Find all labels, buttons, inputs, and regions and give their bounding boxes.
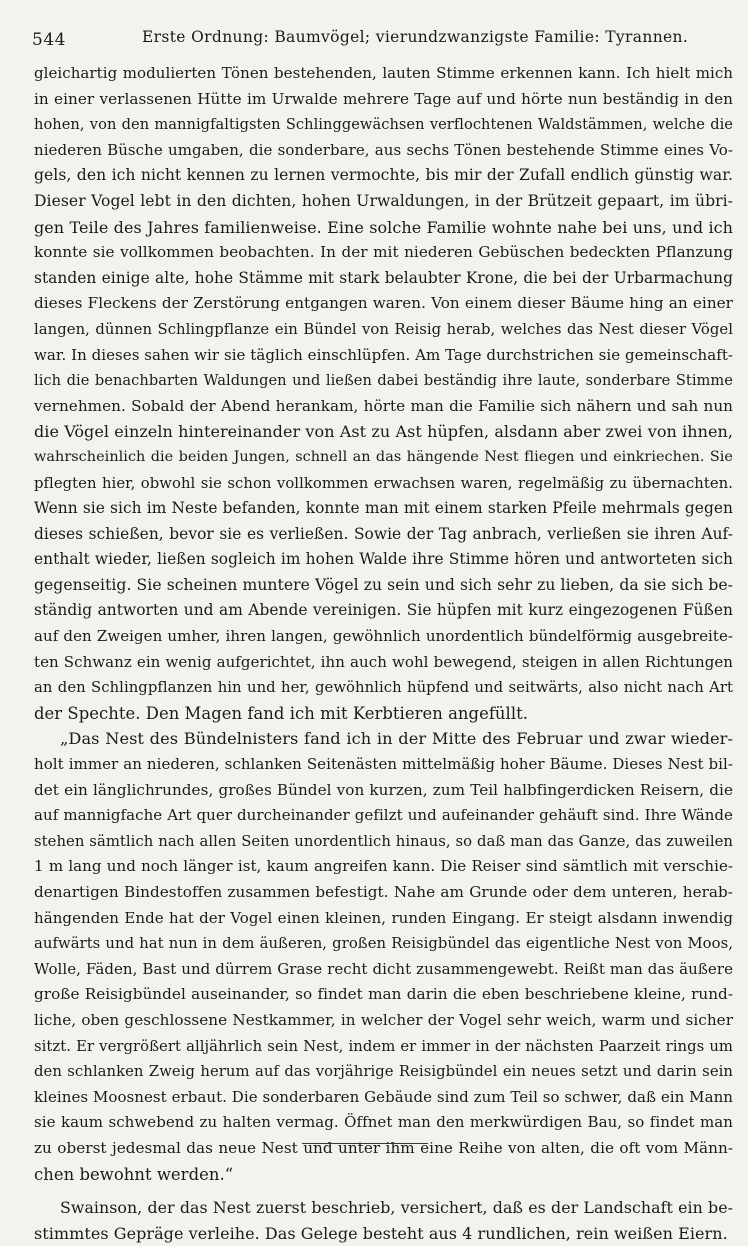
- text-line: große Reisigbündel auseinander, so findet man darin die eben beschriebene kleine, rund-: [34, 985, 733, 1004]
- text-line: auf den Zweigen umher, ihren langen, gewöhnlich unordentlich bündelförmig ausgebreite-: [34, 627, 733, 646]
- body-text: [34, 61, 733, 1246]
- text-line: Wenn sie sich im Neste befanden, konnte man mit einem starken Pfeile mehrmals gegen: [34, 499, 733, 518]
- text-line: auf mannigfache Art quer durcheinander gefilzt und aufeinander gehäuft sind. Ihre Wände: [34, 806, 733, 825]
- paragraph: [34, 726, 733, 1187]
- text-line: lich die benachbarten Waldungen und ließen dabei beständig ihre laute, sonderbare Stimme: [34, 372, 733, 390]
- text-line: aufwärts und hat nun in dem äußeren, großen Reisigbündel das eigentliche Nest von Moos,: [34, 935, 733, 953]
- text-line: kleines Moosnest erbaut. Die sonderbaren Gebäude sind zum Teil so schwer, daß ein Mann: [34, 1087, 733, 1106]
- text-line: liche, oben geschlossene Nestkammer, in welcher der Vogel sehr weich, warm und sicher: [34, 1010, 733, 1029]
- text-line: Swainson, der das Nest zuerst beschrieb, versichert, daß es der Landschaft ein be-: [60, 1198, 733, 1218]
- text-line: an den Schlingpflanzen hin und her, gewöhnlich hüpfend und seitwärts, also nicht nach Art: [34, 679, 733, 697]
- text-line: holt immer an niederen, schlanken Seitenästen mittelmäßig hoher Bäume. Dieses Nest bil-: [34, 755, 733, 774]
- text-line: den schlanken Zweig herum auf das vorjährige Reisigbündel ein neues setzt und darin sein: [34, 1063, 733, 1081]
- text-line: hohen, von den mannigfaltigsten Schlinggewächsen verflochtenen Waldstämmen, welche die: [34, 116, 733, 134]
- text-line: denartigen Bindestoffen zusammen befestigt. Nahe am Grunde oder dem unteren, herab-: [34, 883, 733, 901]
- text-line: standen einige alte, hohe Stämme mit stark belaubter Krone, die bei der Urbarmachung: [34, 268, 733, 287]
- text-line: zu oberst jedesmal das neue Nest und unter ihm eine Reihe von alten, die oft vom Männ-: [34, 1138, 733, 1157]
- text-line: Dieser Vogel lebt in den dichten, hohen Urwaldungen, in der Brützeit gepaart, im übri-: [34, 191, 733, 210]
- text-line: sie kaum schwebend zu halten vermag. Öffnet man den merkwürdigen Bau, so findet man: [34, 1113, 733, 1132]
- text-line: stimmtes Gepräge verleihe. Das Gelege besteht aus 4 rundlichen, rein weißen Eiern.: [34, 1223, 728, 1243]
- text-line: pflegten hier, obwohl sie schon vollkommen erwachsen waren, regelmäßig zu übernachten.: [34, 474, 733, 492]
- text-line: Wolle, Fäden, Bast und dürrem Grase recht dicht zusammengewebt. Reißt man das äußere: [34, 959, 733, 978]
- text-line: ten Schwanz ein wenig aufgerichtet, ihn auch wohl bewegend, steigen in allen Richtungen: [34, 652, 733, 671]
- running-head: Erste Ordnung: Baumvögel; vierundzwanzigste Familie: Tyrannen.: [142, 28, 689, 46]
- text-line: gleichartig modulierten Tönen bestehenden, lauten Stimme erkennen kann. Ich hielt mich: [34, 64, 733, 82]
- paragraph-gap: [34, 1187, 733, 1195]
- text-line: der Spechte. Den Magen fand ich mit Kerbtieren angefüllt.: [34, 703, 529, 723]
- paragraph: [34, 61, 733, 726]
- text-line: chen bewohnt werden.“: [34, 1164, 234, 1184]
- text-line: die Vögel einzeln hintereinander von Ast zu Ast hüpfen, alsdann aber zwei von ihnen,: [34, 422, 733, 442]
- text-line: „Das Nest des Bündelnisters fand ich in der Mitte des Februar und zwar wieder-: [60, 729, 733, 749]
- text-line: gen Teile des Jahres familienweise. Eine solche Familie wohnte nahe bei uns, und ich: [34, 217, 733, 237]
- text-line: ständig antworten und am Abende vereinigen. Sie hüpfen mit kurz eingezogenen Füßen: [34, 601, 733, 620]
- text-line: konnte sie vollkommen beobachten. In der mit niederen Gebüschen bedeckten Pflanzung: [34, 243, 733, 262]
- text-line: enthalt wieder, ließen sogleich im hohen Walde ihre Stimme hören und antworteten sich: [34, 550, 733, 569]
- text-line: stehen sämtlich nach allen Seiten unordentlich hinaus, so daß man das Ganze, das zuweilen: [34, 832, 733, 850]
- text-line: in einer verlassenen Hütte im Urwalde mehrere Tage auf und hörte nun beständig in den: [34, 89, 733, 108]
- text-line: langen, dünnen Schlingpflanze ein Bündel von Reisig herab, welches das Nest dieser Vögel: [34, 320, 733, 338]
- text-line: sitzt. Er vergrößert alljährlich sein Nest, indem er immer in der nächsten Paarzeit rings um: [34, 1037, 733, 1055]
- text-line: war. In dieses sahen wir sie täglich einschlüpfen. Am Tage durchstrichen sie gemeinschaft-: [34, 345, 734, 364]
- section-divider: [302, 1143, 428, 1144]
- text-line: det ein länglichrundes, großes Bündel von kurzen, zum Teil halbfingerdicken Reisern, die: [34, 780, 733, 799]
- text-line: niederen Büsche umgaben, die sonderbare, aus sechs Tönen bestehende Stimme eines Vo-: [34, 140, 733, 159]
- text-line: wahrscheinlich die beiden Jungen, schnell an das hängende Nest fliegen und einkriechen. Sie: [34, 448, 733, 465]
- text-line: 1 m lang und noch länger ist, kaum angreifen kann. Die Reiser sind sämtlich mit verschie-: [34, 857, 733, 876]
- text-line: gegenseitig. Sie scheinen muntere Vögel zu sein und sich sehr zu lieben, da sie sich be-: [34, 575, 733, 594]
- page-number: 544: [32, 30, 66, 50]
- text-line: vernehmen. Sobald der Abend herankam, hörte man die Familie sich nähern und sah nun: [34, 396, 733, 415]
- page-header: [32, 26, 726, 50]
- text-line: gels, den ich nicht kennen zu lernen vermochte, bis mir der Zufall endlich günstig war.: [34, 166, 733, 185]
- paragraph: [34, 1195, 733, 1246]
- text-line: dieses schießen, bevor sie es verließen. Sowie der Tag anbrach, verließen sie ihren Auf-: [34, 524, 733, 543]
- text-line: dieses Fleckens der Zerstörung entgangen waren. Von einem dieser Bäume hing an einer: [34, 294, 733, 313]
- text-line: hängenden Ende hat der Vogel einen kleinen, runden Eingang. Er steigt alsdann inwendig: [34, 908, 733, 927]
